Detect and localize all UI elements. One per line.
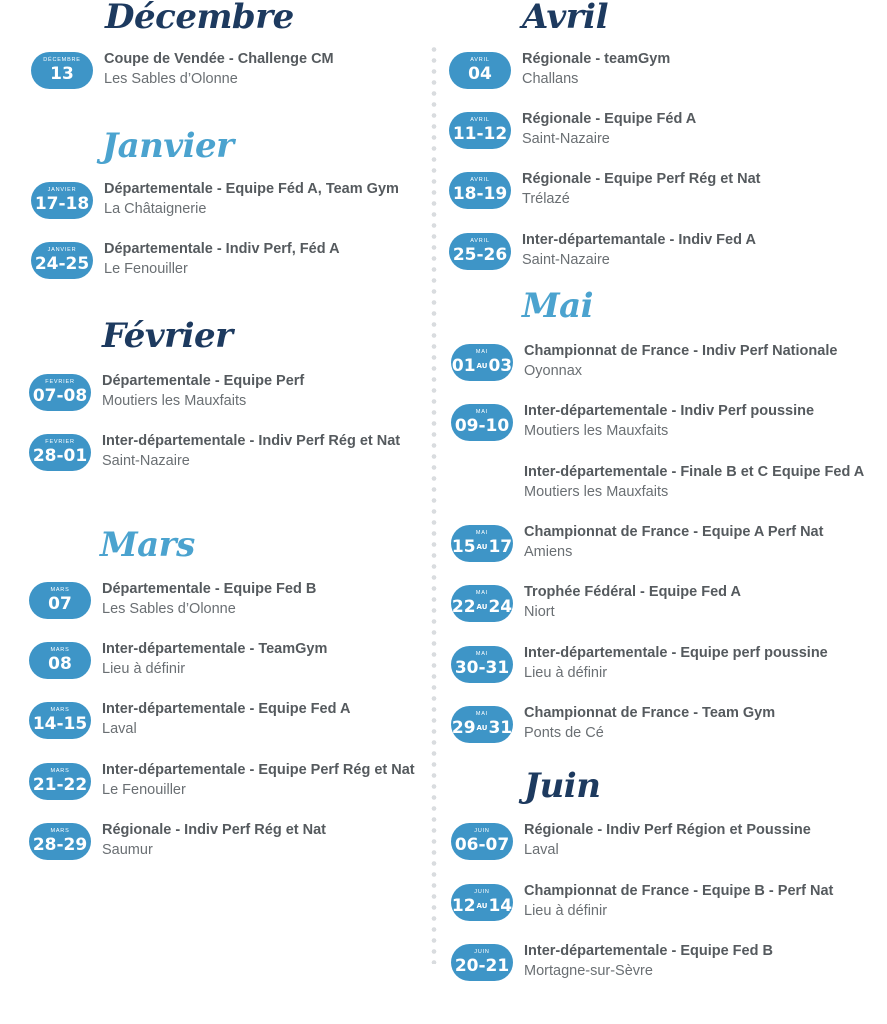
badge-month: MAI bbox=[475, 711, 489, 717]
badge-day bbox=[451, 896, 513, 916]
event-title: Trophée Fédéral - Equipe Fed A bbox=[524, 584, 741, 600]
date-badge bbox=[451, 884, 513, 921]
event-place: Saint-Nazaire bbox=[102, 453, 190, 469]
month-heading-decembre: Décembre bbox=[105, 0, 294, 37]
event-place: Amiens bbox=[524, 544, 573, 560]
badge-day-end: 17 bbox=[488, 537, 513, 557]
event-place: La Châtaignerie bbox=[104, 201, 207, 217]
date-badge bbox=[29, 374, 91, 411]
event-title: Régionale - Equipe Féd A bbox=[522, 111, 697, 127]
badge-day-end: 03 bbox=[488, 356, 513, 376]
badge-day: 08 bbox=[48, 654, 72, 674]
badge-month: DÉCEMBRE bbox=[43, 57, 81, 63]
badge-day-end: 31 bbox=[488, 718, 513, 738]
badge-month: AVRIL bbox=[470, 117, 490, 123]
badge-month: MAI bbox=[475, 530, 489, 536]
event-title: Départementale - Equipe Féd A, Team Gym bbox=[104, 181, 399, 197]
badge-month: MARS bbox=[50, 768, 70, 774]
badge-day: 21-22 bbox=[32, 775, 88, 795]
date-badge bbox=[29, 582, 91, 619]
event-title: Championnat de France - Team Gym bbox=[524, 705, 776, 721]
event-title: Championnat de France - Indiv Perf Nationale bbox=[524, 343, 838, 359]
event-title: Inter-départemantale - Indiv Fed A bbox=[522, 232, 756, 248]
event-place: Le Fenouiller bbox=[104, 261, 188, 277]
badge-day bbox=[451, 597, 513, 617]
badge-day-end: 14 bbox=[488, 896, 513, 916]
event-place: Challans bbox=[522, 71, 579, 87]
month-heading-fevrier: Février bbox=[102, 316, 233, 356]
event-place: Moutiers les Mauxfaits bbox=[524, 423, 669, 439]
badge-day bbox=[451, 356, 513, 376]
date-badge bbox=[451, 585, 513, 622]
date-badge bbox=[29, 823, 91, 860]
badge-month: JANVIER bbox=[47, 187, 77, 193]
date-badge bbox=[31, 52, 93, 89]
event-place: Saumur bbox=[102, 842, 153, 858]
badge-day-au: AU bbox=[476, 902, 488, 910]
event-place: Mortagne-sur-Sèvre bbox=[524, 963, 653, 979]
event-place: Le Fenouiller bbox=[102, 782, 186, 798]
month-heading-mai: Mai bbox=[522, 286, 594, 326]
badge-month: FEVRIER bbox=[45, 379, 75, 385]
badge-day-start: 29 bbox=[451, 718, 476, 738]
badge-day: 25-26 bbox=[452, 245, 508, 265]
badge-day-start: 22 bbox=[451, 597, 476, 617]
event-place: Niort bbox=[524, 604, 555, 620]
event-place: Ponts de Cé bbox=[524, 725, 604, 741]
date-badge bbox=[451, 344, 513, 381]
event-title: Coupe de Vendée - Challenge CM bbox=[104, 51, 334, 67]
badge-day: 06-07 bbox=[454, 835, 510, 855]
badge-day: 09-10 bbox=[454, 416, 510, 436]
badge-day-au: AU bbox=[476, 724, 488, 732]
date-badge bbox=[29, 702, 91, 739]
event-place: Laval bbox=[524, 842, 559, 858]
date-badge bbox=[29, 642, 91, 679]
badge-month: JUIN bbox=[474, 889, 490, 895]
badge-month: JANVIER bbox=[47, 247, 77, 253]
event-place: Les Sables d’Olonne bbox=[102, 601, 236, 617]
badge-month: AVRIL bbox=[470, 238, 490, 244]
date-badge bbox=[449, 112, 511, 149]
badge-month: MARS bbox=[50, 647, 70, 653]
event-place: Moutiers les Mauxfaits bbox=[102, 393, 247, 409]
event-place: Saint-Nazaire bbox=[522, 131, 610, 147]
date-badge bbox=[31, 242, 93, 279]
event-title: Départementale - Indiv Perf, Féd A bbox=[104, 241, 340, 257]
month-heading-mars: Mars bbox=[100, 525, 195, 565]
badge-day: 28-29 bbox=[32, 835, 88, 855]
badge-month: AVRIL bbox=[470, 177, 490, 183]
badge-month: MAI bbox=[475, 409, 489, 415]
badge-month: MARS bbox=[50, 828, 70, 834]
date-badge bbox=[451, 404, 513, 441]
date-badge bbox=[451, 944, 513, 981]
month-heading-janvier: Janvier bbox=[102, 126, 234, 166]
badge-day: 13 bbox=[50, 64, 74, 84]
badge-month: AVRIL bbox=[470, 57, 490, 63]
date-badge bbox=[29, 763, 91, 800]
event-place: Lieu à définir bbox=[102, 661, 186, 677]
badge-day: 14-15 bbox=[32, 714, 88, 734]
month-heading-juin: Juin bbox=[524, 766, 601, 806]
badge-month: JUIN bbox=[474, 949, 490, 955]
badge-month: MAI bbox=[475, 349, 489, 355]
badge-day: 11-12 bbox=[452, 124, 508, 144]
date-badge bbox=[449, 172, 511, 209]
badge-month: MARS bbox=[50, 707, 70, 713]
badge-day: 20-21 bbox=[454, 956, 510, 976]
badge-month: JUIN bbox=[474, 828, 490, 834]
event-title: Régionale - Equipe Perf Rég et Nat bbox=[522, 171, 761, 187]
date-badge bbox=[31, 182, 93, 219]
event-title: Inter-départementale - TeamGym bbox=[102, 641, 328, 657]
event-title: Régionale - Indiv Perf Rég et Nat bbox=[102, 822, 326, 838]
month-heading-avril: Avril bbox=[522, 0, 609, 37]
event-place: Les Sables d’Olonne bbox=[104, 71, 238, 87]
event-title: Inter-départementale - Finale B et C Equipe Fed A bbox=[524, 464, 865, 480]
date-badge bbox=[29, 434, 91, 471]
badge-day bbox=[451, 718, 513, 738]
badge-month: MAI bbox=[475, 590, 489, 596]
event-place: Lieu à définir bbox=[524, 665, 608, 681]
badge-day: 17-18 bbox=[34, 194, 90, 214]
event-place: Saint-Nazaire bbox=[522, 252, 610, 268]
date-badge bbox=[449, 233, 511, 270]
date-badge bbox=[451, 706, 513, 743]
badge-day-start: 15 bbox=[451, 537, 476, 557]
badge-day: 18-19 bbox=[452, 184, 508, 204]
event-title: Inter-départementale - Equipe Fed B bbox=[524, 943, 773, 959]
event-place: Trélazé bbox=[522, 191, 570, 207]
badge-day: 04 bbox=[468, 64, 492, 84]
event-title: Championnat de France - Equipe A Perf Nat bbox=[524, 524, 824, 540]
badge-day: 28-01 bbox=[32, 446, 88, 466]
badge-day-au: AU bbox=[476, 543, 488, 551]
event-place: Moutiers les Mauxfaits bbox=[524, 484, 669, 500]
date-badge bbox=[451, 646, 513, 683]
date-badge bbox=[451, 823, 513, 860]
badge-month: MAI bbox=[475, 651, 489, 657]
badge-day-start: 12 bbox=[451, 896, 476, 916]
badge-day-au: AU bbox=[476, 603, 488, 611]
event-title: Inter-départementale - Equipe Perf Rég et Nat bbox=[102, 762, 415, 778]
event-place: Oyonnax bbox=[524, 363, 583, 379]
badge-day bbox=[451, 537, 513, 557]
event-title: Championnat de France - Equipe B - Perf Nat bbox=[524, 883, 834, 899]
badge-day: 07-08 bbox=[32, 386, 88, 406]
badge-day-end: 24 bbox=[488, 597, 513, 617]
badge-day: 30-31 bbox=[454, 658, 510, 678]
event-title: Inter-départementale - Indiv Perf Rég et Nat bbox=[102, 433, 401, 449]
event-title: Régionale - Indiv Perf Région et Poussine bbox=[524, 822, 811, 838]
event-place: Laval bbox=[102, 721, 137, 737]
event-title: Départementale - Equipe Perf bbox=[102, 373, 305, 389]
event-title: Inter-départementale - Indiv Perf poussine bbox=[524, 403, 815, 419]
event-title: Régionale - teamGym bbox=[522, 51, 671, 67]
event-place: Lieu à définir bbox=[524, 903, 608, 919]
event-title: Inter-départementale - Equipe Fed A bbox=[102, 701, 351, 717]
event-title: Départementale - Equipe Fed B bbox=[102, 581, 317, 597]
badge-day-au: AU bbox=[476, 362, 488, 370]
column-divider bbox=[431, 44, 437, 964]
badge-day-start: 01 bbox=[451, 356, 476, 376]
badge-day: 24-25 bbox=[34, 254, 90, 274]
badge-month: FEVRIER bbox=[45, 439, 75, 445]
date-badge bbox=[451, 525, 513, 562]
badge-day: 07 bbox=[48, 594, 72, 614]
date-badge bbox=[449, 52, 511, 89]
badge-month: MARS bbox=[50, 587, 70, 593]
event-title: Inter-départementale - Equipe perf poussine bbox=[524, 645, 828, 661]
